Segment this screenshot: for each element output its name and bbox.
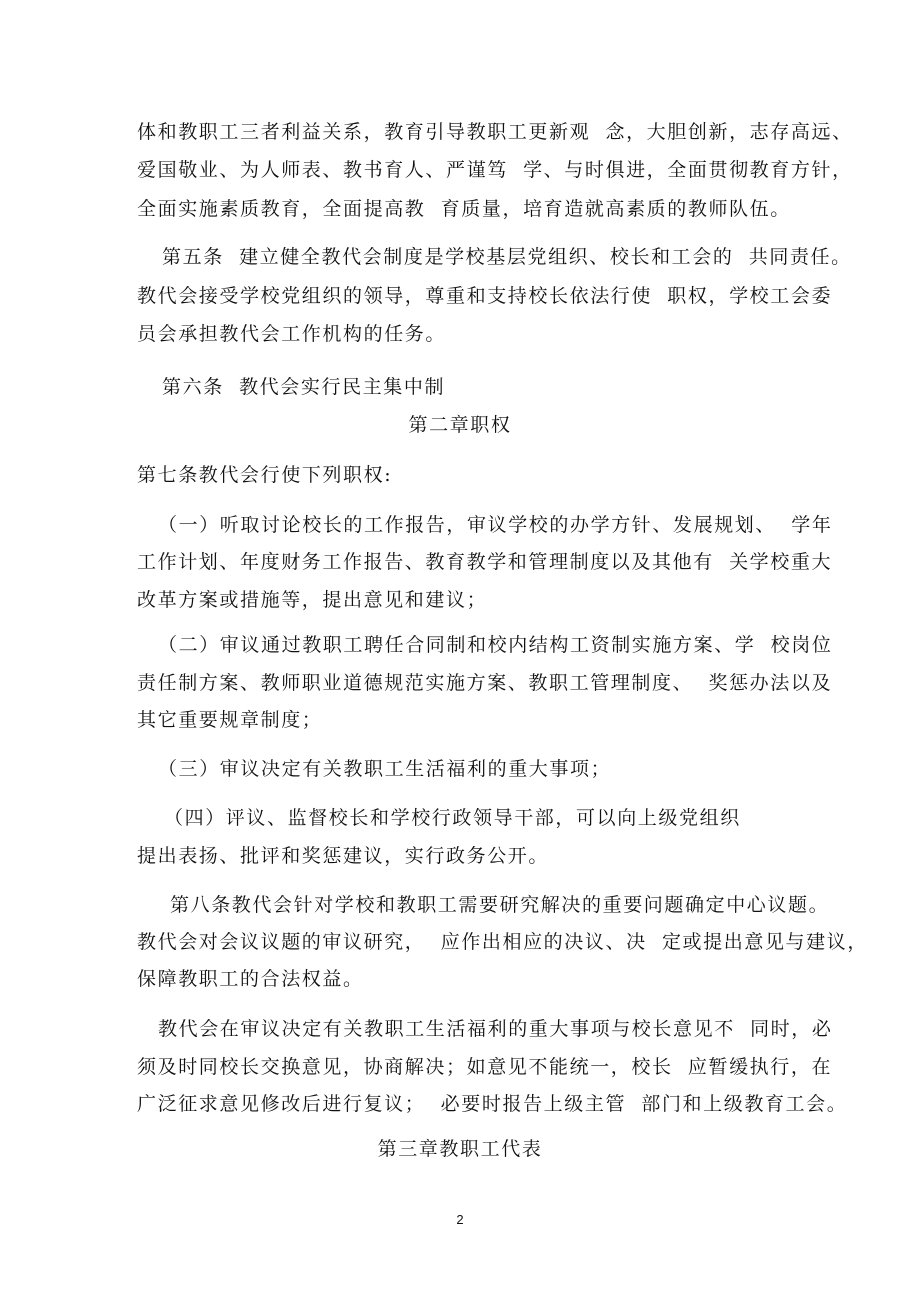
text-line: 教代会在审议决定有关教职工生活福利的重大事项与校长意见不 同时，必: [158, 1018, 833, 1040]
text-line: 全面实施素质教育，全面提高教 育质量，培育造就高素质的教师队伍。: [137, 198, 791, 220]
text-line: （一）听取讨论校长的工作报告，审议学校的办学方针、发展规划、 学年: [158, 514, 833, 536]
text-line: 工作计划、年度财务工作报告、教育教学和管理制度以及其他有 关学校重大: [137, 551, 833, 573]
text-line: 第五条 建立健全教代会制度是学校基层党组织、校长和工会的 共同责任。: [162, 246, 852, 268]
chapter-heading: 第三章教职工代表: [377, 1138, 543, 1160]
text-line: 广泛征求意见修改后进行复议； 必要时报告上级主管 部门和上级教育工会。: [137, 1093, 848, 1115]
text-line: 教代会接受学校党组织的领导，尊重和支持校长依法行使 职权，学校工会委: [137, 285, 833, 307]
text-line: 第八条教代会针对学校和教职工需要研究解决的重要问题确定中心议题。: [170, 894, 830, 916]
chapter-heading: 第二章职权: [408, 414, 512, 436]
text-line: （三）审议决定有关教职工生活福利的重大事项；: [158, 758, 612, 780]
text-line: 提出表扬、批评和奖惩建议，实行政务公开。: [137, 845, 550, 867]
text-line: 员会承担教代会工作机构的任务。: [137, 323, 447, 345]
text-line: 改革方案或措施等，提出意见和建议；: [137, 589, 488, 611]
text-line: 责任制方案、教师职业道德规范实施方案、教职工管理制度、 奖惩办法以及: [137, 672, 833, 694]
text-line: 其它重要规章制度；: [137, 709, 323, 731]
text-line: 体和教职工三者利益关系，教育引导教职工更新观 念，大胆创新，志存高远、: [137, 121, 853, 143]
text-line: 第七条教代会行使下列职权:: [137, 464, 393, 486]
text-line: 须及时同校长交换意见，协商解决；如意见不能统一，校长 应暂缓执行，在: [137, 1056, 833, 1078]
text-line: （二）审议通过教职工聘任合同制和校内结构工资制实施方案、学 校岗位: [158, 634, 833, 656]
text-line: 教代会对会议议题的审议研究， 应作出相应的决议、决 定或提出意见与建议，: [137, 931, 868, 953]
text-line: （四）评议、监督校长和学校行政领导干部，可以向上级党组织: [164, 807, 741, 829]
page-number: 2: [456, 1212, 464, 1227]
text-line: 保障教职工的合法权益。: [137, 968, 364, 990]
text-line: 第六条 教代会实行民主集中制: [162, 376, 446, 398]
text-line: 爱国敬业、为人师表、教书育人、严谨笃 学、与时俱进，全面贯彻教育方针，: [137, 159, 853, 181]
